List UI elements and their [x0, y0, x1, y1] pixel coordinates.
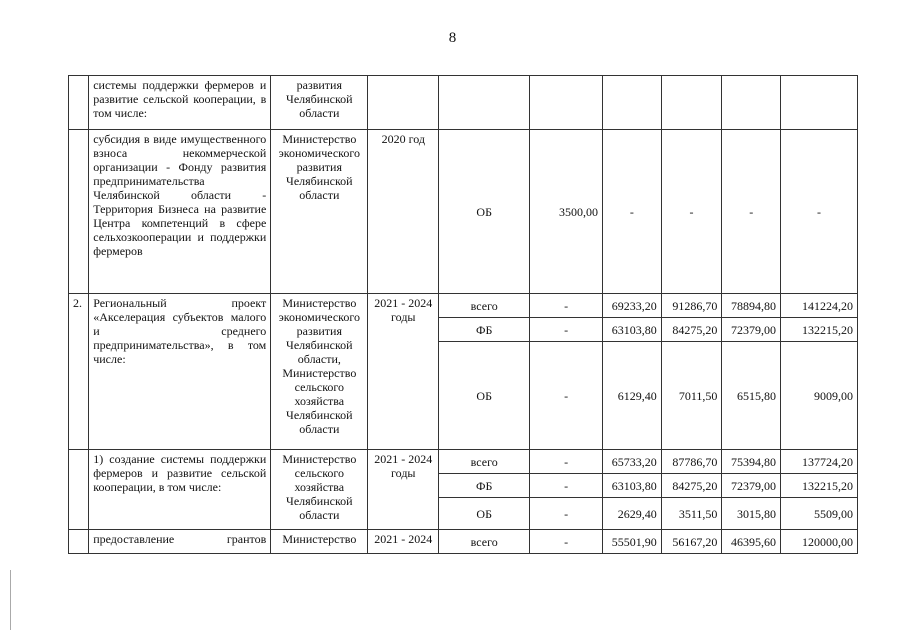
row-source: всего [439, 294, 530, 318]
row-value: 2629,40 [603, 498, 662, 530]
row-executor: Министерство [271, 530, 368, 554]
row-value: 6515,80 [722, 342, 781, 450]
row-value: 72379,00 [722, 318, 781, 342]
row-source: ФБ [439, 318, 530, 342]
table-row [69, 450, 858, 474]
row-value: 69233,20 [603, 294, 662, 318]
row-value: 7011,50 [661, 342, 722, 450]
row-number [69, 76, 89, 130]
row-value [603, 76, 662, 130]
row-value: 87786,70 [661, 450, 722, 474]
row-value: - [603, 130, 662, 294]
row-value: 91286,70 [661, 294, 722, 318]
row-value [781, 76, 858, 130]
row-value [530, 76, 603, 130]
row-value: 55501,90 [603, 530, 662, 554]
row-value: - [530, 474, 603, 498]
row-source: всего [439, 450, 530, 474]
scan-edge-mark [10, 570, 11, 630]
row-value: 63103,80 [603, 318, 662, 342]
row-value: - [530, 450, 603, 474]
row-value: 132215,20 [781, 474, 858, 498]
program-table [68, 75, 858, 554]
table-row [69, 294, 858, 318]
row-value: 141224,20 [781, 294, 858, 318]
row-value: 3511,50 [661, 498, 722, 530]
row-executor: Министерство экономического развития Челябинской области [271, 130, 368, 294]
row-value: - [530, 294, 603, 318]
row-number [69, 130, 89, 294]
row-value [722, 76, 781, 130]
row-value: 120000,00 [781, 530, 858, 554]
page-number: 8 [448, 30, 457, 46]
row-number [69, 450, 89, 530]
row-value: 72379,00 [722, 474, 781, 498]
row-period: 2020 год [368, 130, 439, 294]
row-number [69, 530, 89, 554]
row-value: 5509,00 [781, 498, 858, 530]
row-value: 3500,00 [530, 130, 603, 294]
row-description: предоставление грантов [89, 530, 271, 554]
row-value: 84275,20 [661, 474, 722, 498]
row-source: ОБ [439, 342, 530, 450]
row-source [439, 76, 530, 130]
row-value: - [530, 530, 603, 554]
row-value: 63103,80 [603, 474, 662, 498]
row-description: Региональный проект «Акселерация субъектов малого и среднего предпринимательства», в том числе: [89, 294, 271, 450]
row-value: 6129,40 [603, 342, 662, 450]
row-value [661, 76, 722, 130]
row-value: 137724,20 [781, 450, 858, 474]
row-source: ОБ [439, 498, 530, 530]
table-row [69, 130, 858, 294]
row-value: 9009,00 [781, 342, 858, 450]
row-period: 2021 - 2024 годы [368, 294, 439, 450]
row-value: 65733,20 [603, 450, 662, 474]
row-value: 3015,80 [722, 498, 781, 530]
row-value: - [781, 130, 858, 294]
row-value: 78894,80 [722, 294, 781, 318]
row-executor: Министерство сельского хозяйства Челябинской области [271, 450, 368, 530]
row-description: 1) создание системы поддержки фермеров и развитие сельской кооперации, в том числе: [89, 450, 271, 530]
row-value: 75394,80 [722, 450, 781, 474]
row-executor: развития Челябинской области [271, 76, 368, 130]
row-value: - [722, 130, 781, 294]
row-number: 2. [69, 294, 89, 450]
row-source: ОБ [439, 130, 530, 294]
row-description: субсидия в виде имущественного взноса некоммерческой организации - Фонду развития предпринимательства Челябинской области - Территория Бизнеса на развитие Центра компетенций в сфере сельхозкооперации и поддержки фермеров [89, 130, 271, 294]
row-value: - [530, 318, 603, 342]
row-value: - [661, 130, 722, 294]
row-source: ФБ [439, 474, 530, 498]
row-value: 132215,20 [781, 318, 858, 342]
row-value: - [530, 342, 603, 450]
row-value: - [530, 498, 603, 530]
table-row [69, 530, 858, 554]
row-period: 2021 - 2024 [368, 530, 439, 554]
row-value: 84275,20 [661, 318, 722, 342]
row-source: всего [439, 530, 530, 554]
row-description: системы поддержки фермеров и развитие сельской кооперации, в том числе: [89, 76, 271, 130]
row-executor: Министерство экономического развития Челябинской области, Министерство сельского хозяйства Челябинской области [271, 294, 368, 450]
table-row [69, 76, 858, 130]
row-value: 46395,60 [722, 530, 781, 554]
row-period: 2021 - 2024 годы [368, 450, 439, 530]
row-value: 56167,20 [661, 530, 722, 554]
row-period [368, 76, 439, 130]
